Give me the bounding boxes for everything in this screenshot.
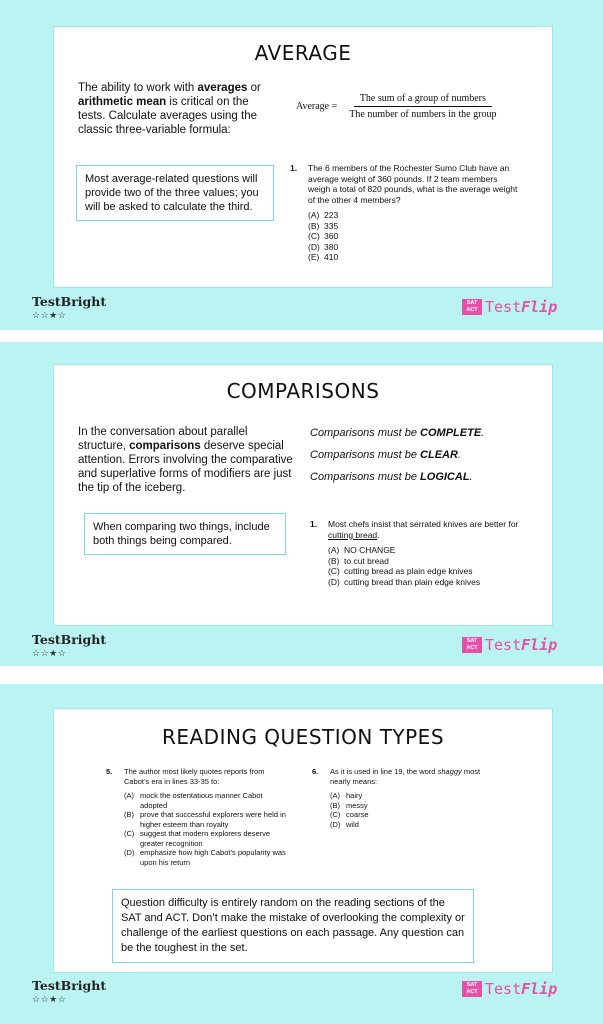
question-number: 6. bbox=[312, 767, 319, 776]
question-text: The author most likely quotes reports from Cabot’s era in lines 33-35 to: bbox=[124, 767, 265, 786]
rule-clear: Comparisons must be CLEAR. bbox=[310, 449, 461, 461]
answer-choice: (A) 223 bbox=[308, 210, 339, 220]
testbright-logo: TestBright bbox=[32, 978, 107, 993]
intro-bold-mean: arithmetic mean bbox=[78, 96, 167, 108]
slide-title: AVERAGE bbox=[254, 41, 352, 65]
slide-card bbox=[53, 364, 553, 626]
answer-choices bbox=[290, 210, 520, 263]
tip-box: Question difficulty is entirely random on the reading sections of the SAT and ACT. Don’t make the mistake of overlooking the complexity or challenge of the earliest questions on each passage. Any question can be the toughest in the set. bbox=[112, 889, 474, 963]
answer-choice: (B) prove that successful explorers were held in higher esteem than royalty bbox=[124, 810, 286, 829]
question-6 bbox=[312, 767, 502, 829]
answer-choice: (C) coarse bbox=[330, 810, 369, 819]
stars-icon: ☆☆★☆ bbox=[32, 994, 67, 1004]
tip-box: When comparing two things, include both things being compared. bbox=[84, 513, 286, 555]
answer-choice: (B) 335 bbox=[308, 220, 339, 231]
question-text: The 6 members of the Rochester Sumo Club have an average weight of 360 pounds. If 2 team members weigh a total of 820 pounds, what is the average weight of the other 4 members? bbox=[308, 163, 518, 205]
intro-text: is critical on the tests. Calculate averages using the classic three-variable formula: bbox=[78, 96, 257, 136]
answer-choice: (A) mock the ostentatious manner Cabot adopted bbox=[124, 791, 263, 810]
intro-paragraph bbox=[78, 81, 278, 137]
slide-reading-question-types bbox=[0, 684, 603, 1024]
question-number: 1. bbox=[310, 519, 318, 529]
sat-act-icon: SAT ACT bbox=[462, 981, 482, 997]
rule-complete: Comparisons must be COMPLETE. bbox=[310, 427, 485, 439]
formula-fraction bbox=[343, 93, 502, 120]
stars-icon: ☆☆★☆ bbox=[32, 310, 67, 320]
answer-choice: (E) 410 bbox=[308, 252, 339, 262]
tip-box: Most average-related questions will provide two of the three values; you will be asked to calculate the third. bbox=[76, 165, 274, 221]
slide-card bbox=[53, 26, 553, 288]
answer-choice: (D) wild bbox=[330, 819, 359, 829]
sat-act-icon: SAT ACT bbox=[462, 299, 482, 315]
question-1 bbox=[310, 519, 540, 587]
slide-title: COMPARISONS bbox=[226, 379, 380, 403]
answer-choice: (D) emphasize how high Cabot’s popularity was upon his return bbox=[124, 848, 286, 867]
average-formula bbox=[296, 93, 502, 120]
testflip-logo: SAT ACT TestFlip bbox=[462, 636, 557, 654]
slide-card bbox=[53, 708, 553, 973]
answer-choice: (A) hairy bbox=[330, 791, 363, 800]
intro-bold-averages: averages bbox=[197, 82, 248, 94]
answer-choice: (B) messy bbox=[330, 800, 368, 810]
question-5 bbox=[106, 767, 286, 867]
answer-choices bbox=[310, 545, 540, 587]
answer-choice: (D) 380 bbox=[308, 241, 339, 252]
testflip-logo: SAT ACT TestFlip bbox=[462, 298, 557, 316]
intro-paragraph: In the conversation about parallel structure, comparisons deserve special attention. Errors involving the comparative and superlative forms of modifiers are just the tip of the iceberg. bbox=[78, 426, 293, 494]
testbright-logo: TestBright bbox=[32, 632, 107, 647]
stars-icon: ☆☆★☆ bbox=[32, 648, 67, 658]
answer-choices bbox=[106, 791, 286, 867]
formula-numerator: The sum of a group of numbers bbox=[354, 93, 492, 107]
question-number: 1. bbox=[290, 163, 298, 173]
answer-choice: (D) cutting bread than plain edge knives bbox=[328, 576, 481, 587]
answer-choice: (C) cutting bread as plain edge knives bbox=[328, 566, 473, 576]
testflip-logo: SAT ACT TestFlip bbox=[462, 980, 557, 998]
answer-choice: (C) 360 bbox=[308, 231, 339, 241]
question-number: 5. bbox=[106, 767, 113, 776]
intro-text: The ability to work with bbox=[78, 82, 198, 94]
slide-average bbox=[0, 0, 603, 330]
testbright-logo: TestBright bbox=[32, 294, 107, 309]
intro-text: or bbox=[247, 82, 261, 94]
question-text: Most chefs insist that serrated knives are better for cutting bread. bbox=[328, 519, 519, 540]
sat-act-icon: SAT ACT bbox=[462, 637, 482, 653]
slide-comparisons bbox=[0, 342, 603, 666]
question-text: As it is used in line 19, the word shaggy most nearly means: bbox=[330, 767, 481, 786]
slide-title: READING QUESTION TYPES bbox=[161, 725, 445, 749]
formula-denominator: The number of numbers in the group bbox=[349, 109, 497, 120]
answer-choice: (B) to cut bread bbox=[328, 555, 389, 566]
formula-label: Average = bbox=[296, 101, 338, 112]
rule-logical: Comparisons must be LOGICAL. bbox=[310, 471, 473, 483]
answer-choice: (A) NO CHANGE bbox=[328, 545, 396, 555]
answer-choices bbox=[312, 791, 502, 829]
question-1 bbox=[290, 163, 520, 263]
answer-choice: (C) suggest that modern explorers deserve greater recognition bbox=[124, 829, 271, 848]
intro-bold-comparisons: comparisons bbox=[129, 440, 201, 452]
